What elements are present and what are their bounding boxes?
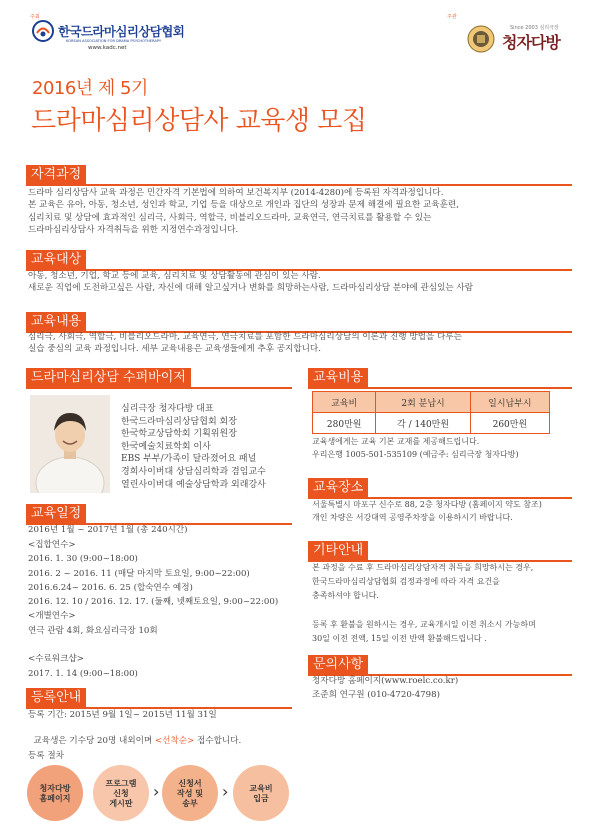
person-photo-icon [30,395,110,493]
registration-period: 등록 기간: 2015년 9월 1일~ 2015년 11월 31일 [28,710,217,720]
host-label: 주최 [30,14,40,20]
schedule-period: 2016년 1월 ~ 2017년 1월 (총 240시간) [28,525,188,535]
qualification-text: 드라마 심리상담사 교육 과정은 민간자격 기본법에 의하여 보건복지부 (2014-4280)에 등록된 자격과정입니다. 본 교육은 유아, 아동, 청소년, 성인과 학교, 기업 등을 대상으로 개인과 집단의 성장과 문제 해결에 필요한 교육훈련, 심리치료 및 상담에 효과적인 심리극, 사회극, 역할극, 비블리오드라마, 교육연극, 연극치료를 활용할 수 있는 드라마심리상담사 자격취득을 위한 지정연수과정입니다. [28,188,459,236]
registration-note-post: 접수합니다. [194,736,242,747]
target-text: 아동, 청소년, 기업, 학교 등에 교육, 심리치료 및 상담활동에 관심이 있는 사람. 새로운 직업에 도전하고싶은 사람, 자신에 대해 알고싶거나 변화를 희망하는사람, 드라마심리상담 분야에 관심있는 사람 [28,271,474,294]
title-year: 2016년 제 5기 [32,78,148,99]
fee-value-cell: 280만원 [313,413,376,434]
section-header-schedule: 교육일정 [26,504,86,523]
registration-step-2: 프로그램 신청 게시판 [93,765,149,821]
registration-step-1: 청자다방 홈페이지 [27,765,83,821]
schedule-text: <집합연수> 2016. 1. 30 (9:00~18:00) 2016. 2 ~ 2016. 11 (매달 마지막 토요일, 9:00~22:00) 2016.6.24~ 2016. 6. 25 (합숙연수 예정) 2016. 12. 10 / 2016. 12. 17. (둘째, 넷째토요일, 9:00~22:00) <개별연수> 연극 관람 4회, 화요심리극장 10회 <수료워크샵> 2017. 1. 14 (9:00~18:00) [28,540,279,679]
registration-step-3: 신청서 작성 및 송부 [162,765,218,821]
section-header-venue: 교육장소 [308,478,368,497]
partner-small: Since 2003 심리극장 [510,25,559,31]
registration-note [28,723,241,748]
section-header-target: 교육대상 [26,250,86,269]
section-header-etc: 기타안내 [308,541,368,560]
section-header-registration: 등록안내 [26,688,86,707]
partner-seal-icon [466,24,496,54]
etc-text: 본 과정을 수료 후 드라마심리상담자격 취득을 희망하시는 경우, 한국드라마심리상담협회 검정과정에 따라 자격 요건을 충족하셔야 합니다. 등록 후 환불을 원하시는 경우, 교육개시일 이전 취소시 가능하며 30일 이전 전액, 15일 이전 반액 환불해드립니다 . [312,563,536,644]
fee-header-cell: 교육비 [313,392,376,413]
registration-steps-label: 등록 절차 [28,751,64,761]
section-rule [26,184,572,186]
inquiry-text: 청자다방 홈페이지(www.roelc.co.kr) 조준희 연구원 (010-4720-4798) [312,676,459,700]
partner-logo [466,24,496,54]
org-url: www.kadc.net [88,45,127,51]
partner-name: 청자다방 [502,33,560,52]
supervisor-photo [30,395,110,493]
section-rule [308,387,572,389]
registration-note-pre: 교육생은 기수당 20명 내외이며 [33,736,155,747]
section-header-qualification: 자격과정 [26,165,86,184]
chevron-right-icon: › [222,782,229,801]
org-name-en: KOREAN ASSOCIATION FOR DRAMA PSYCHOTHERAPY [66,39,162,43]
supervisor-bio: 심리극장 청자다방 대표 한국드라마심리상담협회 회장 한국학교상담학회 기획위원장 한국예술치료학회 이사 EBS 부부/가족이 달라졌어요 패널 경희사이버대 상담심리학과 겸임교수 열린사이버대 예술상담학과 외래강사 [121,404,266,490]
section-header-fee: 교육비용 [308,368,368,387]
first-come-highlight: <선착순> [154,736,195,747]
fee-table-row [313,413,550,434]
page-title: 드라마심리상담사 교육생 모집 [31,106,367,136]
fee-table [312,391,550,434]
org-name: 한국드라마심리상담협회 [58,24,185,39]
org-logo-icon [32,20,54,42]
fee-header-cell: 2회 분납시 [376,392,470,413]
fee-table-header-row [313,392,550,413]
org-logo [32,20,54,42]
organizer-label: 주관 [447,14,457,20]
section-rule [26,387,292,389]
fee-note: 교육생에게는 교육 기본 교재를 제공해드립니다. 우리은행 1005-501-535109 (예금주: 심리극장 청자다방) [312,437,519,459]
section-header-supervisor: 드라마심리상담 수퍼바이저 [26,368,191,387]
fee-header-cell: 일시납부시 [470,392,549,413]
fee-value-cell: 260만원 [470,413,549,434]
venue-text: 서울특별시 마포구 신수로 88, 2층 청자다방 (홈페이지 약도 참조) 개인 차량은 서강대역 공영주차장을 이용하시기 바랍니다. [312,500,542,522]
chevron-right-icon: › [153,782,160,801]
section-header-inquiry: 문의사항 [308,655,368,674]
registration-step-4: 교육비 입금 [233,765,289,821]
fee-value-cell: 각 / 140만원 [376,413,470,434]
content-text: 심리극, 사회극, 역할극, 비블리오드라마, 교육연극, 연극치료를 포함한 드라마심리상담의 이론과 진행 방법을 다루는 실습 중심의 교육 과정입니다. 세부 교육내용은 교육생들에게 추후 공지합니다. [28,332,462,355]
section-header-content: 교육내용 [26,312,86,331]
